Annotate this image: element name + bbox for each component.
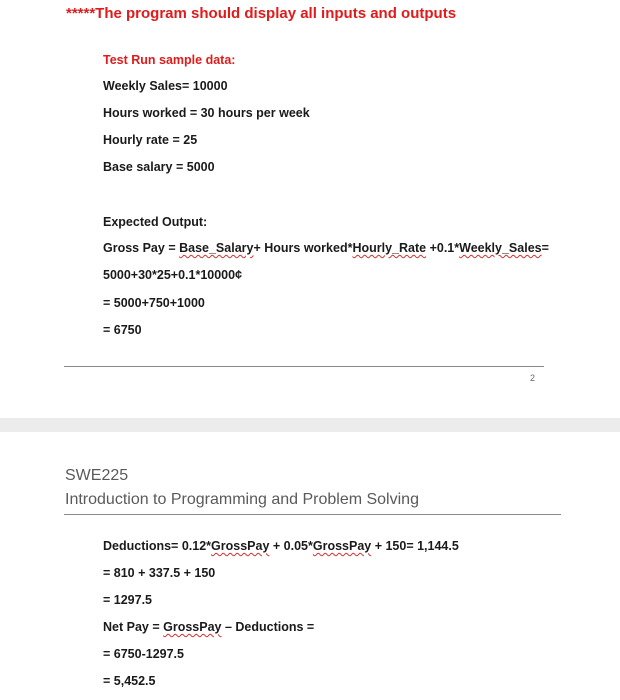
hourly-rate-line: Hourly rate = 25 [103,133,198,147]
spellcheck-word: Base_Salary [179,241,254,255]
formula-text: – Deductions = [221,620,315,634]
formula-text: +0.1* [426,241,460,255]
net-pay-calc-2: = 5,452.5 [103,674,156,688]
calc-line-2: = 5000+750+1000 [103,296,205,310]
spellcheck-word: Hourly_Rate [352,241,427,255]
formula-text: Deductions= 0.12* [103,539,212,553]
deductions-formula [103,539,459,553]
deductions-calc-2: = 1297.5 [103,593,153,607]
spellcheck-word: Weekly_Sales [459,241,542,255]
formula-text: + Hours worked* [253,241,353,255]
requirement-headline: *****The program should display all inputs and outputs [66,5,457,22]
page-number: 2 [530,373,536,383]
formula-text: Net Pay = [103,620,164,634]
formula-text: + 0.05* [269,539,313,553]
formula-text: Gross Pay = [103,241,180,255]
calc-line-3: = 6750 [103,323,142,337]
spellcheck-word: GrossPay [211,539,270,553]
spellcheck-word: GrossPay [163,620,222,634]
spellcheck-word: GrossPay [312,539,372,553]
gross-pay-formula [103,241,549,255]
hours-worked-line: Hours worked = 30 hours per week [103,106,310,120]
course-code: SWE225 [65,467,129,484]
net-pay-formula [103,620,314,634]
expected-output-title: Expected Output: [103,215,208,229]
net-pay-calc-1: = 6750-1297.5 [103,647,184,661]
formula-text: + 150= 1,144.5 [371,539,459,553]
base-salary-line: Base salary = 5000 [103,160,215,174]
formula-text: = [541,241,549,255]
course-title: Introduction to Programming and Problem Solving [65,491,419,508]
weekly-sales-line: Weekly Sales= 10000 [103,79,228,93]
header-divider [64,514,561,515]
deductions-calc-1: = 810 + 337.5 + 150 [103,566,216,580]
footer-divider [64,366,544,367]
calc-line-1: 5000+30*25+0.1*10000¢ [103,268,243,282]
document-page-2 [0,432,620,700]
test-run-title: Test Run sample data: [103,53,236,67]
